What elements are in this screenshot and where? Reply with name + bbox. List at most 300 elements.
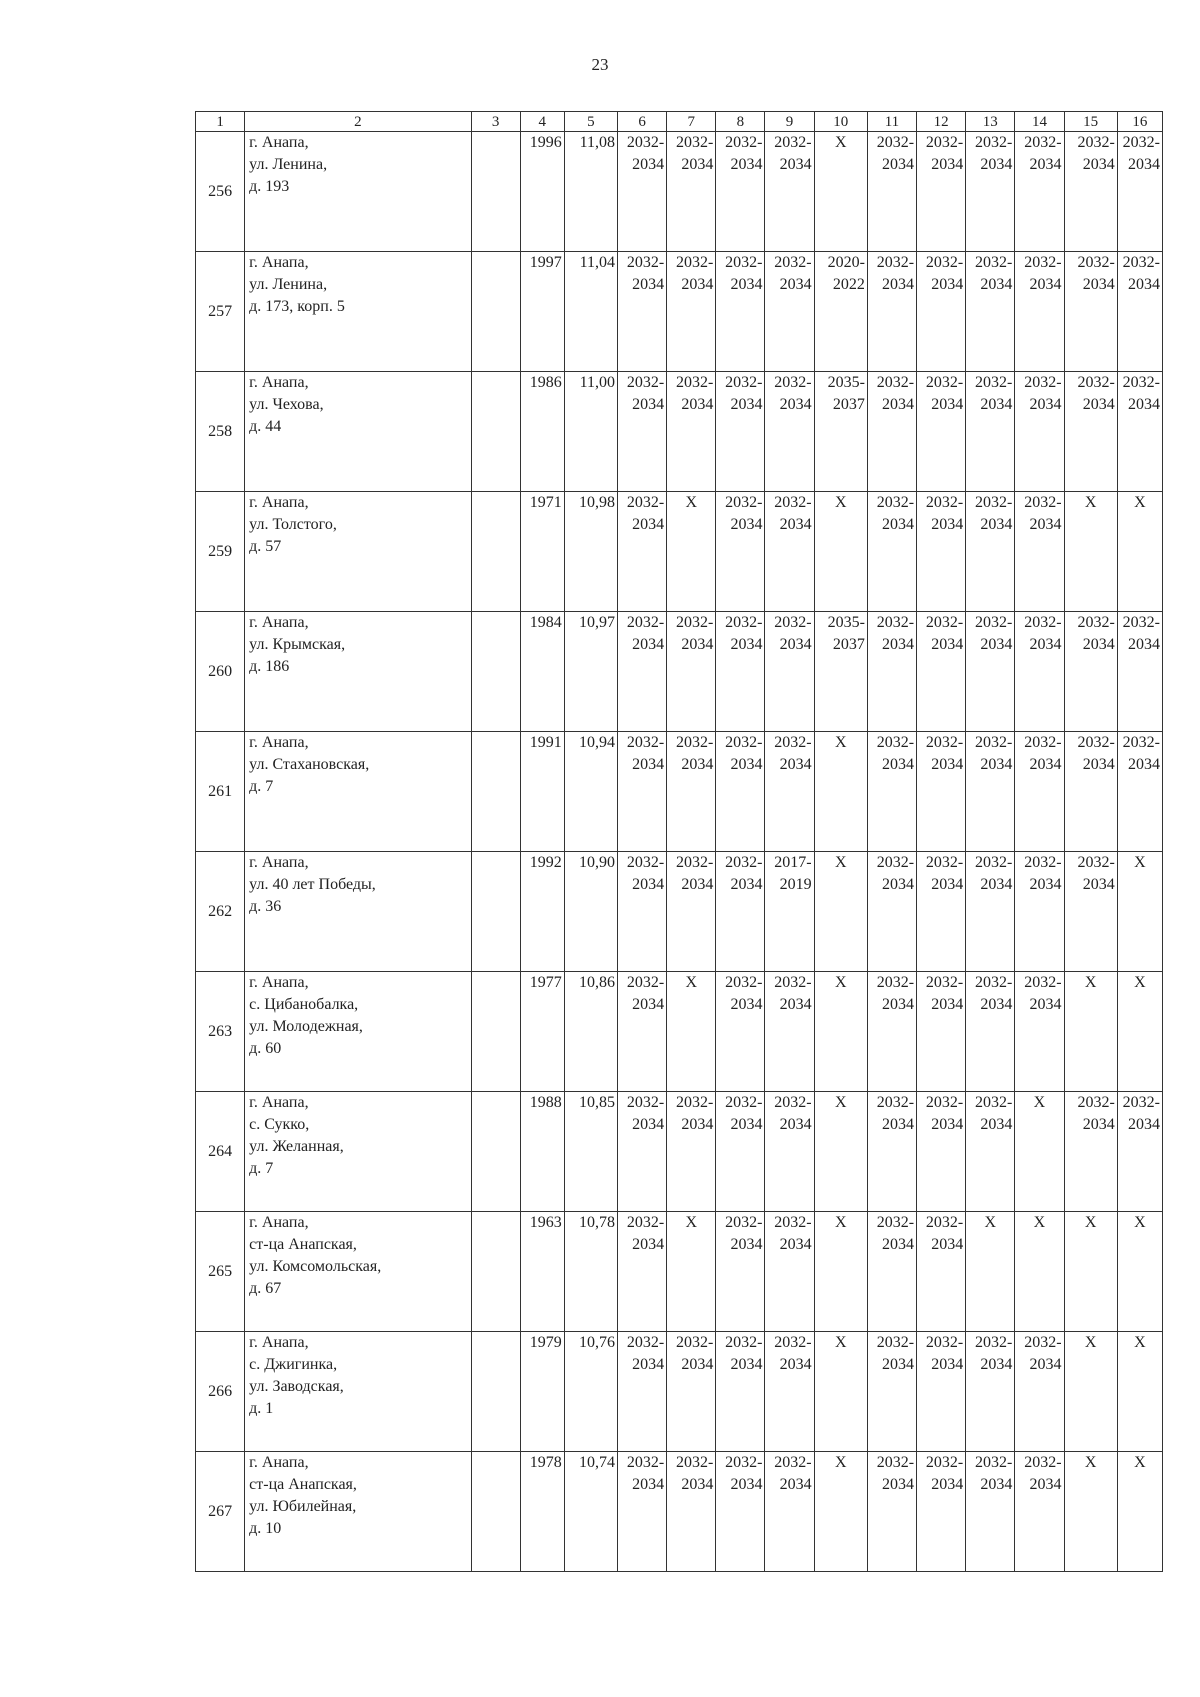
cell-value: 2032- 2034 — [675, 734, 714, 773]
address-cell — [245, 1452, 471, 1572]
value-cell: 10,90 — [564, 852, 617, 972]
table-row — [196, 852, 1163, 972]
address-line: г. Анапа, — [249, 974, 309, 991]
period-cell — [1015, 372, 1064, 492]
cell-value: 2032- 2034 — [675, 854, 714, 893]
period-cell — [618, 372, 667, 492]
cell-value: 2032- 2034 — [1122, 374, 1160, 413]
period-cell — [814, 612, 867, 732]
housing-table — [195, 111, 1163, 1572]
cell-value: 2032- 2034 — [975, 494, 1013, 533]
cell-value: 2032- 2034 — [975, 1334, 1013, 1373]
not-required-mark — [1015, 1212, 1064, 1332]
row-number: 264 — [196, 1092, 245, 1212]
cell-value: 2032- 2034 — [925, 134, 964, 173]
period-cell — [917, 1212, 966, 1332]
address-cell — [245, 1092, 471, 1212]
cell-value: 2032- 2034 — [975, 1094, 1013, 1133]
cell-value: 2032- 2034 — [975, 734, 1013, 773]
not-required-mark — [814, 732, 867, 852]
empty-cell — [471, 612, 520, 732]
column-header-13: 13 — [966, 112, 1015, 132]
empty-cell — [471, 1332, 520, 1452]
not-required-mark — [814, 1332, 867, 1452]
period-cell — [917, 612, 966, 732]
cell-value: 2032- 2034 — [626, 854, 665, 893]
period-cell — [667, 252, 716, 372]
period-cell — [618, 852, 667, 972]
period-cell — [867, 972, 916, 1092]
cell-value: 2035- 2037 — [827, 374, 865, 413]
period-cell — [966, 1092, 1015, 1212]
period-cell — [917, 492, 966, 612]
cell-value: 2032- 2034 — [925, 854, 964, 893]
period-cell — [917, 372, 966, 492]
period-cell — [966, 732, 1015, 852]
row-number: 266 — [196, 1332, 245, 1452]
table-row — [196, 1092, 1163, 1212]
period-cell — [716, 132, 765, 252]
cell-value: 2032- 2034 — [626, 1214, 665, 1253]
cell-value: 2032- 2034 — [774, 374, 812, 413]
cell-value: X — [1134, 854, 1146, 871]
cell-value: 2032- 2034 — [675, 1094, 714, 1133]
table-row — [196, 612, 1163, 732]
cell-value: 2032- 2034 — [925, 974, 964, 1013]
period-cell — [1064, 852, 1117, 972]
cell-value: X — [984, 1214, 997, 1231]
not-required-mark — [667, 1212, 716, 1332]
period-cell — [765, 252, 814, 372]
cell-value: X — [685, 974, 698, 991]
address-line: д. 173, корп. 5 — [249, 298, 345, 315]
cell-value: 2032- 2034 — [774, 614, 812, 653]
period-cell — [667, 1332, 716, 1452]
cell-value: X — [1134, 1454, 1146, 1471]
address-line: г. Анапа, — [249, 374, 309, 391]
period-cell — [716, 1332, 765, 1452]
period-cell — [1015, 852, 1064, 972]
address-line: г. Анапа, — [249, 1214, 309, 1231]
year-cell: 1963 — [520, 1212, 564, 1332]
period-cell — [1117, 612, 1162, 732]
cell-value: 2032- 2034 — [675, 374, 714, 413]
period-cell — [1015, 252, 1064, 372]
cell-value: 2032- 2034 — [1024, 734, 1062, 773]
address-line: д. 67 — [249, 1280, 282, 1297]
cell-value: 2032- 2034 — [725, 254, 763, 293]
address-cell — [245, 852, 471, 972]
cell-value: 2032- 2034 — [925, 1094, 964, 1133]
cell-value: X — [1084, 1334, 1097, 1351]
cell-value: 2032- 2034 — [675, 134, 714, 173]
period-cell — [966, 492, 1015, 612]
period-cell — [1117, 132, 1162, 252]
period-cell — [667, 1452, 716, 1572]
cell-value: X — [834, 854, 847, 871]
table-row — [196, 372, 1163, 492]
empty-cell — [471, 372, 520, 492]
address-cell — [245, 972, 471, 1092]
period-cell — [867, 1452, 916, 1572]
cell-value: 2032- 2034 — [1077, 1094, 1115, 1133]
cell-value: X — [1033, 1094, 1046, 1111]
cell-value: 2032- 2034 — [725, 854, 763, 893]
row-number: 259 — [196, 492, 245, 612]
address-line: д. 44 — [249, 418, 282, 435]
cell-value: 2032- 2034 — [925, 614, 964, 653]
cell-value: 2032- 2034 — [1077, 374, 1115, 413]
value-cell: 10,97 — [564, 612, 617, 732]
not-required-mark — [1117, 492, 1162, 612]
address-cell — [245, 1212, 471, 1332]
cell-value: 2032- 2034 — [1122, 614, 1160, 653]
not-required-mark — [1117, 1212, 1162, 1332]
cell-value: 2032- 2034 — [774, 254, 812, 293]
address-line: д. 7 — [249, 1160, 274, 1177]
table-row — [196, 252, 1163, 372]
address-line: д. 36 — [249, 898, 282, 915]
period-cell — [765, 852, 814, 972]
address-line: ул. Желанная, — [249, 1138, 344, 1155]
cell-value: 2032- 2034 — [774, 1334, 812, 1373]
empty-cell — [471, 972, 520, 1092]
not-required-mark — [1117, 1332, 1162, 1452]
cell-value: 2032- 2034 — [876, 1214, 915, 1253]
period-cell — [814, 252, 867, 372]
cell-value: 2032- 2034 — [626, 1334, 665, 1373]
period-cell — [765, 732, 814, 852]
cell-value: X — [1134, 1214, 1146, 1231]
period-cell — [667, 732, 716, 852]
cell-value: 2032- 2034 — [725, 614, 763, 653]
cell-value: 2032- 2034 — [725, 494, 763, 533]
cell-value: 2032- 2034 — [774, 1094, 812, 1133]
cell-value: 2032- 2034 — [774, 1454, 812, 1493]
cell-value: 2032- 2034 — [725, 134, 763, 173]
cell-value: 2032- 2034 — [1024, 374, 1062, 413]
cell-value: 2032- 2034 — [975, 854, 1013, 893]
column-header-11: 11 — [867, 112, 916, 132]
row-number: 261 — [196, 732, 245, 852]
period-cell — [966, 132, 1015, 252]
row-number: 262 — [196, 852, 245, 972]
not-required-mark — [1117, 972, 1162, 1092]
value-cell: 11,04 — [564, 252, 617, 372]
column-header-1: 1 — [196, 112, 245, 132]
period-cell — [867, 252, 916, 372]
cell-value: X — [1084, 1214, 1097, 1231]
period-cell — [814, 372, 867, 492]
period-cell — [618, 1332, 667, 1452]
address-cell — [245, 612, 471, 732]
period-cell — [618, 132, 667, 252]
page-number: 23 — [591, 55, 609, 74]
address-cell — [245, 252, 471, 372]
period-cell — [716, 972, 765, 1092]
value-cell: 10,94 — [564, 732, 617, 852]
address-line: г. Анапа, — [249, 734, 309, 751]
period-cell — [867, 852, 916, 972]
cell-value: 2032- 2034 — [626, 1094, 665, 1133]
cell-value: X — [1084, 494, 1097, 511]
header-row — [196, 112, 1163, 132]
empty-cell — [471, 732, 520, 852]
cell-value: 2032- 2034 — [1077, 614, 1115, 653]
cell-value: 2032- 2034 — [876, 1334, 915, 1373]
cell-value: 2032- 2034 — [626, 134, 665, 173]
address-line: д. 193 — [249, 178, 290, 195]
row-number: 258 — [196, 372, 245, 492]
period-cell — [716, 372, 765, 492]
cell-value: 2032- 2034 — [774, 1214, 812, 1253]
address-line: ул. Крымская, — [249, 636, 346, 653]
cell-value: 2032- 2034 — [774, 494, 812, 533]
cell-value: 2032- 2034 — [1024, 494, 1062, 533]
period-cell — [1117, 1092, 1162, 1212]
address-line: г. Анапа, — [249, 1454, 309, 1471]
period-cell — [1117, 372, 1162, 492]
cell-value: 2032- 2034 — [1024, 254, 1062, 293]
cell-value: X — [1134, 1334, 1146, 1351]
column-header-6: 6 — [618, 112, 667, 132]
period-cell — [667, 612, 716, 732]
cell-value: 2032- 2034 — [1024, 614, 1062, 653]
year-cell: 1978 — [520, 1452, 564, 1572]
cell-value: 2032- 2034 — [876, 134, 915, 173]
cell-value: 2032- 2034 — [774, 134, 812, 173]
period-cell — [716, 1452, 765, 1572]
period-cell — [917, 972, 966, 1092]
period-cell — [667, 1092, 716, 1212]
address-line: ул. 40 лет Победы, — [249, 876, 376, 893]
cell-value: 2032- 2034 — [675, 254, 714, 293]
cell-value: X — [685, 494, 698, 511]
cell-value: 2032- 2034 — [1122, 254, 1160, 293]
cell-value: X — [834, 1454, 847, 1471]
cell-value: 2032- 2034 — [876, 374, 915, 413]
address-line: ул. Молодежная, — [249, 1018, 363, 1035]
row-number: 265 — [196, 1212, 245, 1332]
table-row — [196, 972, 1163, 1092]
period-cell — [867, 372, 916, 492]
column-header-14: 14 — [1015, 112, 1064, 132]
period-cell — [1064, 132, 1117, 252]
cell-value: 2032- 2034 — [975, 974, 1013, 1013]
period-cell — [765, 1452, 814, 1572]
row-number: 267 — [196, 1452, 245, 1572]
cell-value: 2032- 2034 — [876, 494, 915, 533]
cell-value: 2032- 2034 — [925, 374, 964, 413]
address-line: ул. Комсомольская, — [249, 1258, 382, 1275]
not-required-mark — [1064, 1212, 1117, 1332]
address-line: г. Анапа, — [249, 1094, 309, 1111]
not-required-mark — [814, 492, 867, 612]
period-cell — [716, 732, 765, 852]
period-cell — [716, 252, 765, 372]
cell-value: X — [1033, 1214, 1046, 1231]
cell-value: 2032- 2034 — [774, 974, 812, 1013]
address-line: ул. Ленина, — [249, 276, 328, 293]
period-cell — [966, 1332, 1015, 1452]
address-line: д. 60 — [249, 1040, 282, 1057]
period-cell — [1015, 972, 1064, 1092]
cell-value: 2032- 2034 — [1024, 974, 1062, 1013]
address-cell — [245, 132, 471, 252]
year-cell: 1977 — [520, 972, 564, 1092]
period-cell — [716, 1092, 765, 1212]
cell-value: 2032- 2034 — [925, 734, 964, 773]
cell-value: 2032- 2034 — [725, 1334, 763, 1373]
period-cell — [618, 972, 667, 1092]
period-cell — [867, 132, 916, 252]
period-cell — [716, 492, 765, 612]
period-cell — [765, 972, 814, 1092]
address-line: г. Анапа, — [249, 854, 309, 871]
table-row — [196, 492, 1163, 612]
address-line: ул. Стахановская, — [249, 756, 370, 773]
table-row — [196, 1332, 1163, 1452]
period-cell — [1117, 252, 1162, 372]
period-cell — [618, 612, 667, 732]
empty-cell — [471, 852, 520, 972]
not-required-mark — [1064, 1332, 1117, 1452]
period-cell — [618, 252, 667, 372]
not-required-mark — [1015, 1092, 1064, 1212]
not-required-mark — [1117, 1452, 1162, 1572]
cell-value: X — [1084, 974, 1097, 991]
period-cell — [1064, 372, 1117, 492]
address-line: с. Джигинка, — [249, 1356, 338, 1373]
cell-value: 2032- 2034 — [725, 1454, 763, 1493]
value-cell: 11,08 — [564, 132, 617, 252]
period-cell — [966, 972, 1015, 1092]
not-required-mark — [814, 1212, 867, 1332]
not-required-mark — [667, 492, 716, 612]
cell-value: 2032- 2034 — [876, 854, 915, 893]
period-cell — [667, 852, 716, 972]
column-header-7: 7 — [667, 112, 716, 132]
cell-value: 2032- 2034 — [774, 734, 812, 773]
period-cell — [618, 1212, 667, 1332]
address-line: д. 7 — [249, 778, 274, 795]
cell-value: 2032- 2034 — [925, 494, 964, 533]
address-line: г. Анапа, — [249, 614, 309, 631]
cell-value: 2032- 2034 — [876, 1094, 915, 1133]
address-line: ул. Юбилейная, — [249, 1498, 357, 1515]
cell-value: 2032- 2034 — [1024, 134, 1062, 173]
cell-value: 2032- 2034 — [675, 614, 714, 653]
cell-value: 2032- 2034 — [925, 1454, 964, 1493]
not-required-mark — [1117, 852, 1162, 972]
period-cell — [618, 1452, 667, 1572]
cell-value: X — [834, 1094, 847, 1111]
not-required-mark — [667, 972, 716, 1092]
table-row — [196, 732, 1163, 852]
cell-value: 2032- 2034 — [1122, 734, 1160, 773]
cell-value: X — [834, 1334, 847, 1351]
value-cell: 10,78 — [564, 1212, 617, 1332]
empty-cell — [471, 1212, 520, 1332]
address-line: ст-ца Анапская, — [249, 1236, 357, 1253]
column-header-4: 4 — [520, 112, 564, 132]
period-cell — [765, 1092, 814, 1212]
not-required-mark — [1064, 492, 1117, 612]
row-number: 263 — [196, 972, 245, 1092]
period-cell — [618, 492, 667, 612]
cell-value: X — [834, 974, 847, 991]
cell-value: 2032- 2034 — [626, 1454, 665, 1493]
value-cell: 10,86 — [564, 972, 617, 1092]
column-header-16: 16 — [1117, 112, 1162, 132]
period-cell — [966, 852, 1015, 972]
empty-cell — [471, 1452, 520, 1572]
period-cell — [917, 1332, 966, 1452]
period-cell — [618, 732, 667, 852]
cell-value: 2032- 2034 — [876, 254, 915, 293]
address-line: г. Анапа, — [249, 254, 309, 271]
period-cell — [716, 612, 765, 732]
period-cell — [1015, 612, 1064, 732]
not-required-mark — [814, 972, 867, 1092]
year-cell: 1988 — [520, 1092, 564, 1212]
cell-value: X — [834, 734, 847, 751]
cell-value: 2032- 2034 — [626, 494, 665, 533]
cell-value: 2032- 2034 — [975, 1454, 1013, 1493]
period-cell — [1015, 132, 1064, 252]
address-line: с. Цибанобалка, — [249, 996, 359, 1013]
cell-value: 2032- 2034 — [626, 734, 665, 773]
address-line: ул. Чехова, — [249, 396, 324, 413]
cell-value: X — [834, 1214, 847, 1231]
period-cell — [917, 1452, 966, 1572]
value-cell: 11,00 — [564, 372, 617, 492]
year-cell: 1996 — [520, 132, 564, 252]
row-number: 260 — [196, 612, 245, 732]
address-line: ул. Толстого, — [249, 516, 337, 533]
address-line: г. Анапа, — [249, 494, 309, 511]
address-line: ул. Заводская, — [249, 1378, 344, 1395]
value-cell: 10,74 — [564, 1452, 617, 1572]
address-cell — [245, 732, 471, 852]
period-cell — [917, 1092, 966, 1212]
table-row — [196, 1452, 1163, 1572]
cell-value: X — [1084, 1454, 1097, 1471]
row-number: 256 — [196, 132, 245, 252]
year-cell: 1979 — [520, 1332, 564, 1452]
period-cell — [917, 132, 966, 252]
address-cell — [245, 372, 471, 492]
not-required-mark — [814, 1092, 867, 1212]
cell-value: 2032- 2034 — [1024, 854, 1062, 893]
empty-cell — [471, 1092, 520, 1212]
period-cell — [867, 1332, 916, 1452]
value-cell: 10,98 — [564, 492, 617, 612]
period-cell — [917, 852, 966, 972]
cell-value: 2032- 2034 — [626, 974, 665, 1013]
not-required-mark — [814, 1452, 867, 1572]
period-cell — [1015, 1452, 1064, 1572]
address-line: д. 1 — [249, 1400, 274, 1417]
period-cell — [765, 612, 814, 732]
column-header-15: 15 — [1064, 112, 1117, 132]
cell-value: 2032- 2034 — [975, 614, 1013, 653]
cell-value: 2032- 2034 — [725, 734, 763, 773]
address-cell — [245, 1332, 471, 1452]
column-header-12: 12 — [917, 112, 966, 132]
column-header-5: 5 — [564, 112, 617, 132]
period-cell — [1064, 612, 1117, 732]
